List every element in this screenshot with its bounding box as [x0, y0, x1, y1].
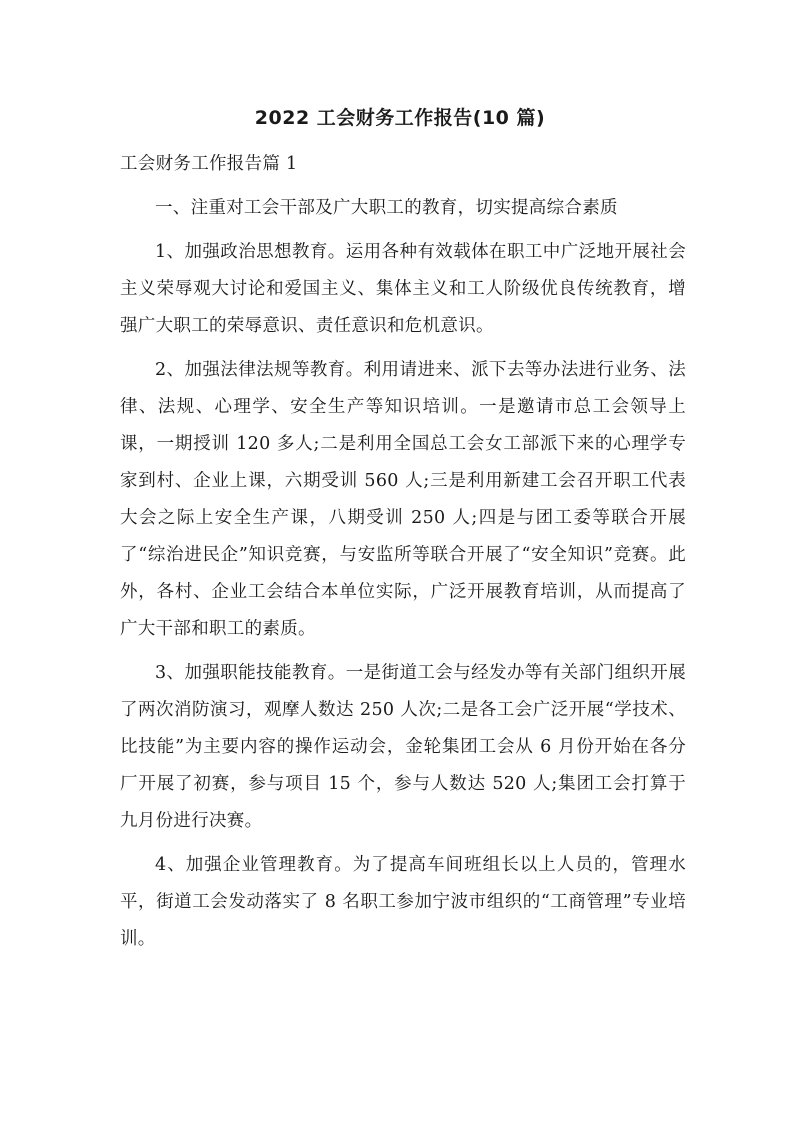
- section-heading: 工会财务工作报告篇 1: [120, 154, 298, 174]
- paragraph-political-education: 1、加强政治思想教育。运用各种有效载体在职工中广泛地开展社会主义荣辱观大讨论和爱国主义、集体主义和工人阶级优良传统教育，增强广大职工的荣辱意识、责任意识和危机意识。: [120, 242, 686, 336]
- document-body: [120, 146, 686, 965]
- paragraph-management-education: 4、加强企业管理教育。为了提高车间班组长以上人员的，管理水平，街道工会发动落实了 8 名职工参加宁波市组织的“工商管理”专业培训。: [120, 855, 686, 949]
- paragraph-skills-education: 3、加强职能技能教育。一是街道工会与经发办等有关部门组织开展了两次消防演习，观摩人数达 250 人次;二是各工会广泛开展“学技术、比技能”为主要内容的操作运动会，金轮集团工会从 6 月份开始在各分厂开展了初赛，参与项目 15 个，参与人数达 520 人;集团工会打算于九月份进行决赛。: [120, 663, 686, 831]
- paragraph-heading-1: 一、注重对工会干部及广大职工的教育，切实提高综合素质: [155, 198, 618, 218]
- document-title: 2022 工会财务工作报告(10 篇): [254, 107, 546, 129]
- paragraph-legal-education: 2、加强法律法规等教育。利用请进来、派下去等办法进行业务、法律、法规、心理学、安全生产等知识培训。一是邀请市总工会领导上课，一期授训 120 多人;二是利用全国总工会女工部派下来的心理学专家到村、企业上课，六期受训 560 人;三是利用新建工会召开职工代表大会之际上安全生产课，八期受训 250 人;四是与团工委等联合开展了“综治进民企”知识竞赛，与安监所等联合开展了“安全知识”竞赛。此外，各村、企业工会结合本单位实际，广泛开展教育培训，从而提高了广大干部和职工的素质。: [120, 360, 686, 639]
